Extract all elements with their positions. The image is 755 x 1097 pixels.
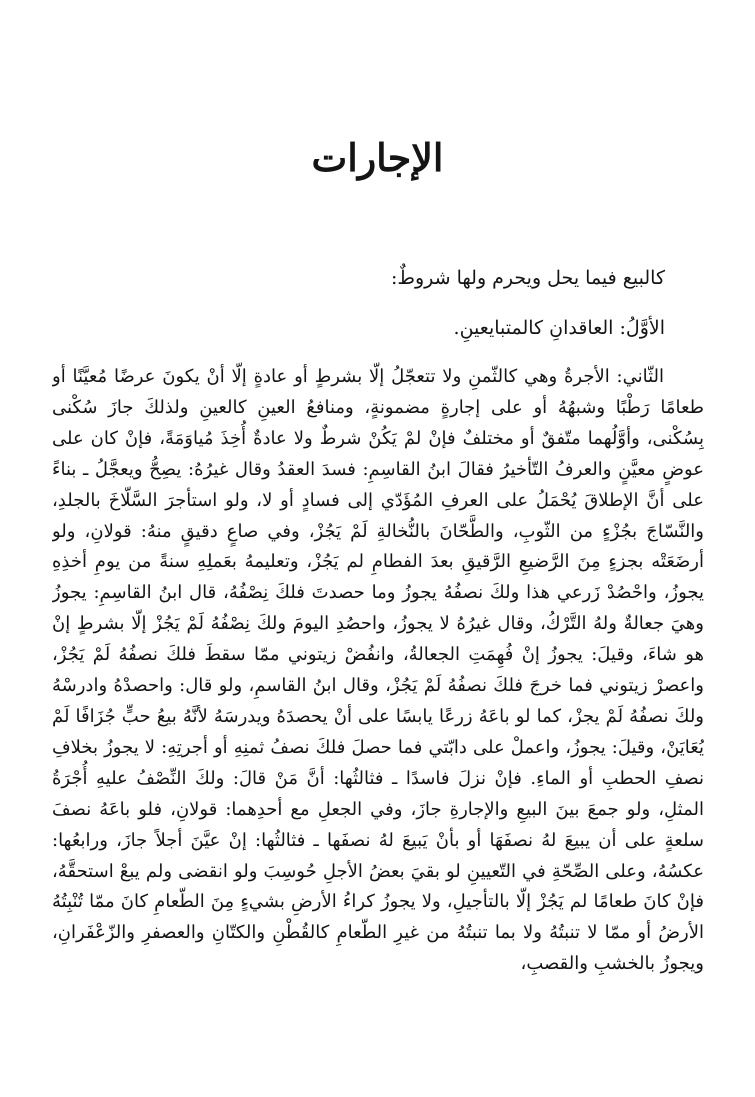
intro-line: كالبيع فيما يحل ويحرم ولها شروطٌ: (391, 267, 665, 289)
chapter-title: الإجارات (311, 135, 444, 180)
first-condition: الأوَّلُ: العاقدانِ كالمتبايعينِ. (453, 317, 665, 339)
second-condition-paragraph: الثّاني: الأجرةُ وهي كالثّمنِ ولا تتعجّلُ إلّا بشرطٍ أو عادةٍ إلّا أنْ يكونَ عرضًا مُعيَّنًا أو طعامًا رَطْبًا وشبهُهُ أو على إجارةٍ مضمونةٍ، ومنافعُ العينِ كالعينِ ولذلكَ جازَ سُكْنى بِسُكْنى، وأوَّلُهما متّفقٌ أو مختلفٌ فإنْ لمْ يَكُنْ شرطٌ ولا عادةٌ أُخِذَ مُياوَمَةً، فإنْ كان على عوضٍ معيَّنٍ والعرفُ التّأخيرُ فقالَ ابنُ القاسِمِ: فسدَ العقدُ وقال غيرُهُ: يصِحُّ ويعجَّلُ ـ بناءً على أنَّ الإطلاقَ يُحْمَلُ على العرفِ المُؤَدّي إلى فسادٍ أو لا، ولو استأجرَ السَّلّاخَ بالجلدِ، والنَّسّاجَ بجُزْءٍ من الثّوبِ، والطَّحّانَ بالنُّخالةِ لَمْ يَجُزْ، وفي صاعٍ دقيقٍ منهُ: قولانِ، ولو أرضَعَتْه بجزءٍ مِنَ الرَّضيعِ الرَّقيقِ بعدَ الفطامِ لم يَجُزْ، وتعليمهُ بعَملِهِ سنةً من يومِ أخذِهِ يجوزُ، واحْصُدْ زَرعي هذا ولكَ نصفُهُ يجوزُ وما حصدتَ فلكَ نِصْفُهُ، قال ابنُ القاسِمِ: يجوزُ وهيَ جعالةٌ ولهُ التَّرْكُ، وقال غيرُهُ لا يجوزُ، واحصُدِ اليومَ ولكَ نِصْفُهُ لَمْ يَجُزْ إلّا بشرطٍ إنْ هو شاءَ، وقيلَ: يجوزُ إنْ فُهِمَتِ الجعالةُ، وانفُضْ زيتوني ممّا سقطَ فلكَ نصفُهُ لَمْ يَجُزْ، واعصرْ زيتوني فما خرجَ فلكَ نصفُهُ لَمْ يَجُزْ، وقال ابنُ القاسمِ، ولو قال: واحصدْهُ وادرسْهُ ولكَ نصفُهُ لَمْ يجزْ، كما لو باعَهُ زرعًا يابسًا على أنْ يحصدَهُ ويدرسَهُ لأنَّهُ بيعُ حبٍّ جُزَافًا لَمْ يُعَايَنْ، وقيلَ: يجوزُ، واعملْ على دابّتي فما حصلَ فلكَ نصفُ ثمنِهِ أو أجرتِهِ: لا يجوزُ بخلافِ نصفِ الحطبِ أو الماءِ. فإنْ نزلَ فاسدًا ـ فثالثُها: أنَّ مَنْ قالَ: ولكَ النِّصْفُ عليهِ أُجْرَةُ المثلِ، ولو جمعَ بينَ البيعِ والإجارةِ جازَ، وفي الجعلِ مع أحدِهما: قولانِ، فلو باعَهُ نصفَ سلعةٍ على أن يبيعَ لهُ نصفَهَا أو بأنْ يَبيعَ لهُ نصفَها ـ فثالثُها: إنْ عيَّنَ أجلاً جازَ، ورابعُها: عكسُهُ، وعلى الصِّحّةِ في التّعيينِ لو بقيَ بعضُ الأجلِ حُوسِبَ ولو انقضى ولم يبعْ استحقَّهُ، فإنْ كانَ طعامًا لم يَجُزْ إلّا بالتأجيلِ، ولا يجوزُ كراءُ الأرضِ بشيءٍ مِنَ الطّعامِ كانَ ممّا تُنْبِتُهُ الأرضُ أو ممّا لا تنبتُهُ ولا بما تنبتُهُ من غيرِ الطّعامِ كالقُطْنِ والكتّانِ والعصفرِ والزّعْفَرانِ، ويجوزُ بالخشبِ والقصبِ، (52, 366, 704, 975)
